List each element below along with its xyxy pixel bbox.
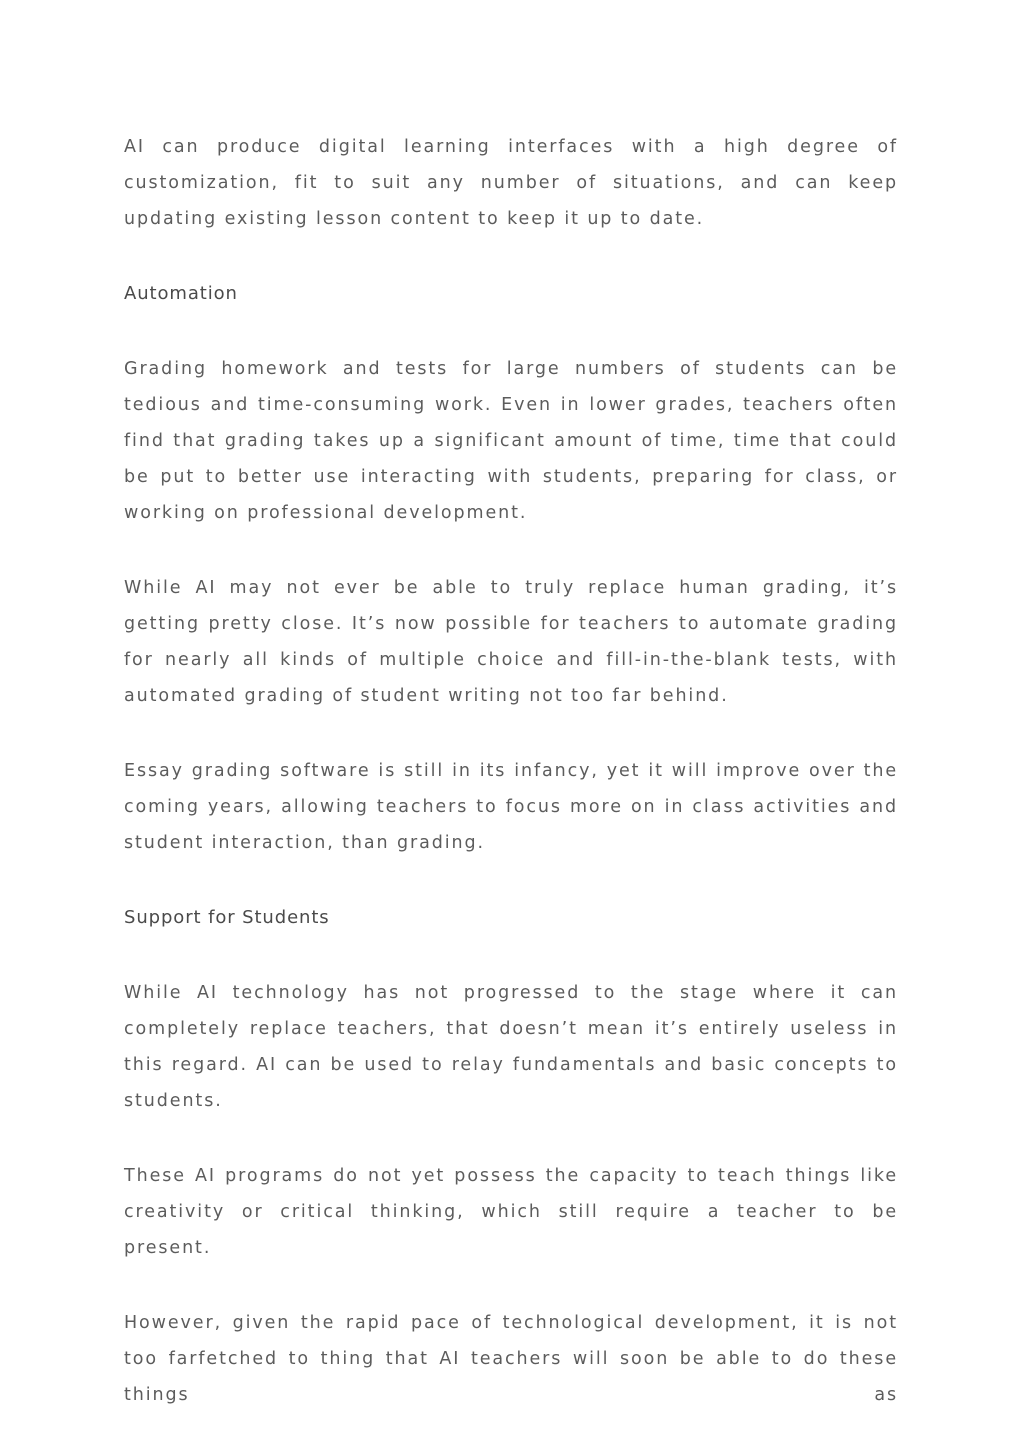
paragraph-ai-technology: While AI technology has not progressed to the stage where it can completely replace teachers, that doesn’t mean it’s entirely useless in this regard. AI can be used to relay fundamentals and basic concepts to students. bbox=[124, 983, 898, 1111]
heading-automation: Automation bbox=[124, 283, 238, 304]
paragraph-rapid-pace: However, given the rapid pace of technological development, it is not too farfetched to thing that AI teachers will soon be able to do these things as bbox=[124, 1313, 898, 1405]
paragraph-automate-grading: While AI may not ever be able to truly replace human grading, it’s getting pretty close. It’s now possible for teachers to automate grading for nearly all kinds of multiple choice and fill-in-the-blank tests, with automated grading of student writing not too far behind. bbox=[124, 578, 898, 706]
paragraph-ai-programs: These AI programs do not yet possess the capacity to teach things like creativity or critical thinking, which still require a teacher to be present. bbox=[124, 1166, 898, 1258]
document-body bbox=[124, 129, 898, 1413]
paragraph-grading-tedious: Grading homework and tests for large numbers of students can be tedious and time-consuming work. Even in lower grades, teachers often find that grading takes up a significant amount of time, time that could be put to better use interacting with students, preparing for class, or working on professional development. bbox=[124, 359, 898, 523]
paragraph-essay-grading: Essay grading software is still in its infancy, yet it will improve over the coming years, allowing teachers to focus more on in class activities and student interaction, than grading. bbox=[124, 761, 898, 853]
heading-support-for-students: Support for Students bbox=[124, 907, 330, 928]
paragraph-customization: AI can produce digital learning interfaces with a high degree of customization, fit to suit any number of situations, and can keep updating existing lesson content to keep it up to date. bbox=[124, 137, 898, 229]
